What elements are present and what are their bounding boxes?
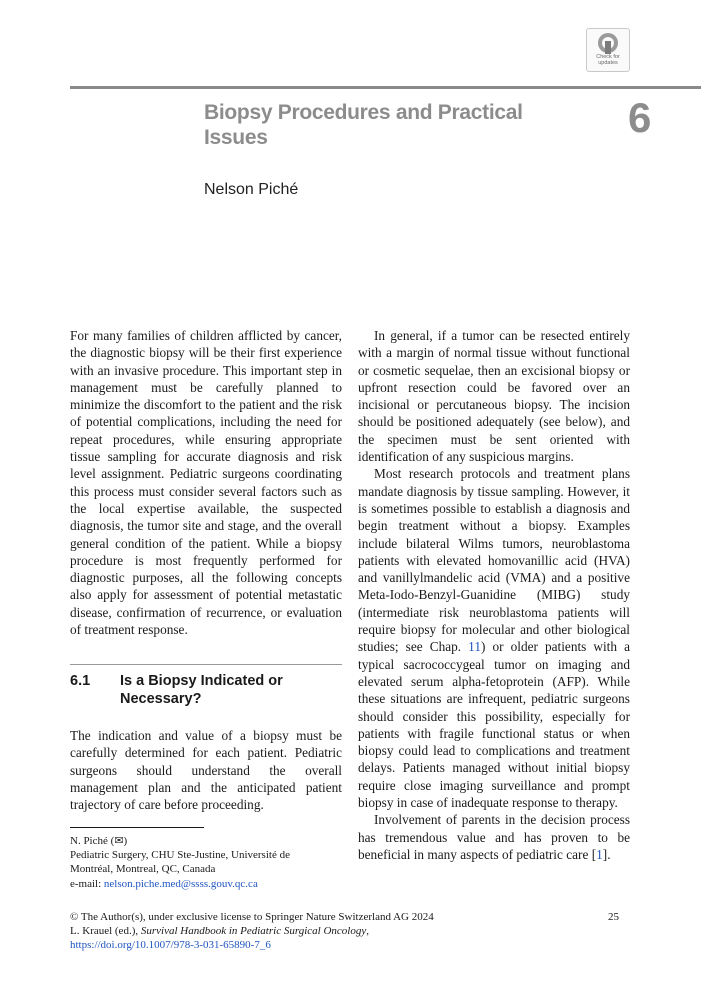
footnote-rule bbox=[70, 827, 204, 828]
citation-link[interactable]: 1 bbox=[596, 846, 603, 862]
section-rule bbox=[70, 664, 342, 665]
section-body bbox=[70, 727, 342, 813]
p3-text-before: Involvement of parents in the decision process has tremendous value and has proven to be beneficial in many aspects of pediatric care [ bbox=[358, 812, 630, 862]
badge-line-1: Check for bbox=[596, 54, 620, 60]
affiliation-line-2: Montréal, Montreal, QC, Canada bbox=[70, 863, 216, 876]
right-paragraph-1: In general, if a tumor can be resected entirely with a margin of normal tissue without functional or cosmetic sequelae, then an excisional biopsy or upfront resection could be favored over an incisional or percutaneous biopsy. The incision should be positioned adequately (see below), and the specimen must be sent oriented with identification of any suspicious margins. bbox=[358, 328, 630, 465]
book-title-comma: , bbox=[366, 925, 369, 938]
page-number: 25 bbox=[608, 911, 619, 923]
email-link[interactable]: nelson.piche.med@ssss.gouv.qc.ca bbox=[103, 877, 258, 890]
right-paragraph-3 bbox=[358, 811, 630, 863]
editor-credit: L. Krauel (ed.), bbox=[70, 925, 141, 938]
section-number: 6.1 bbox=[70, 673, 91, 689]
header-rule bbox=[70, 86, 701, 89]
badge-line-2: updates bbox=[598, 60, 618, 66]
chapter-reference-link[interactable]: 11 bbox=[468, 639, 481, 655]
section-heading bbox=[70, 672, 342, 708]
page-footer bbox=[70, 910, 630, 953]
check-for-updates-badge[interactable] bbox=[586, 28, 630, 72]
author-affiliation: N. Piché (✉) Pediatric Surgery, CHU Ste-Justine, Université de Montréal, Montreal, QC, Canada e-mail: nelson.piche.med@ssss.gouv.qc.ca bbox=[70, 834, 360, 891]
right-paragraph-2 bbox=[358, 465, 630, 811]
intro-paragraph: For many families of children afflicted by cancer, the diagnostic biopsy will be their first experience with an invasive procedure. This important step in management must be carefully planned to minimize the discomfort to the patient and the risk of potential complications, including the need for repeat procedures, while ensuring appropriate tissue sampling for accurate diagnosis and risk level assignment. Pediatric surgeons coordinating this process must consider several factors such as the local expertise available, the suspected diagnosis, the tumor site and stage, and the overall general condition of the patient. While a biopsy procedure is most frequently performed for diagnostic purposes, all the following concepts also apply for assessment of potential metastatic disease, confirmation of recurrence, or evaluation of treatment response. bbox=[70, 328, 342, 638]
envelope-icon: ✉ bbox=[114, 835, 124, 847]
crossmark-icon bbox=[597, 32, 619, 54]
copyright-line: © The Author(s), under exclusive license to Springer Nature Switzerland AG 2024 bbox=[70, 911, 434, 923]
chapter-author: Nelson Piché bbox=[204, 181, 299, 198]
section-title: Is a Biopsy Indicated or Necessary? bbox=[120, 673, 283, 707]
email-label: e-mail: bbox=[70, 877, 102, 890]
doi-link[interactable]: https://doi.org/10.1007/978-3-031-65890-7_6 bbox=[70, 939, 271, 952]
affiliation-line-1: Pediatric Surgery, CHU Ste-Justine, Université de bbox=[70, 849, 290, 862]
chapter-title: Biopsy Procedures and Practical Issues bbox=[204, 101, 523, 149]
affiliation-name: N. Piché bbox=[70, 835, 108, 847]
left-column bbox=[70, 327, 342, 638]
p2-text-after: ) or older patients with a typical sacrococcygeal tumor on imaging and elevated serum alpha-fetoprotein (AFP). While these situations are infrequent, pediatric surgeons should consider this possibility, especially for patients with fragile functional status or when biopsy could lead to complications and treatment delays. Patients managed without initial biopsy require close imaging surveillance and prompt biopsy in case of inadequate response to therapy. bbox=[358, 639, 630, 811]
section-paragraph: The indication and value of a biopsy must be carefully determined for each patient. Pediatric surgeons should understand the overall management plan and the anticipated patient trajectory of care before proceeding. bbox=[70, 728, 342, 813]
book-title: Survival Handbook in Pediatric Surgical Oncology bbox=[140, 925, 367, 938]
chapter-number: 6 bbox=[628, 94, 652, 141]
p2-text-before: Most research protocols and treatment plans mandate diagnosis by tissue sampling. However, it is sometimes possible to establish a diagnosis and begin treatment without a biopsy. Examples include bilateral Wilms tumors, neuroblastoma patients with elevated homovanillic acid (HVA) and vanillylmandelic acid (VMA) and a positive Meta-Iodo-Benzyl-Guanidine (MIBG) study (intermediate risk neuroblastoma patients will require biopsy for molecular and other biological studies; see Chap. bbox=[358, 466, 630, 655]
p3-text-after: ]. bbox=[602, 846, 611, 862]
right-column bbox=[358, 327, 630, 863]
